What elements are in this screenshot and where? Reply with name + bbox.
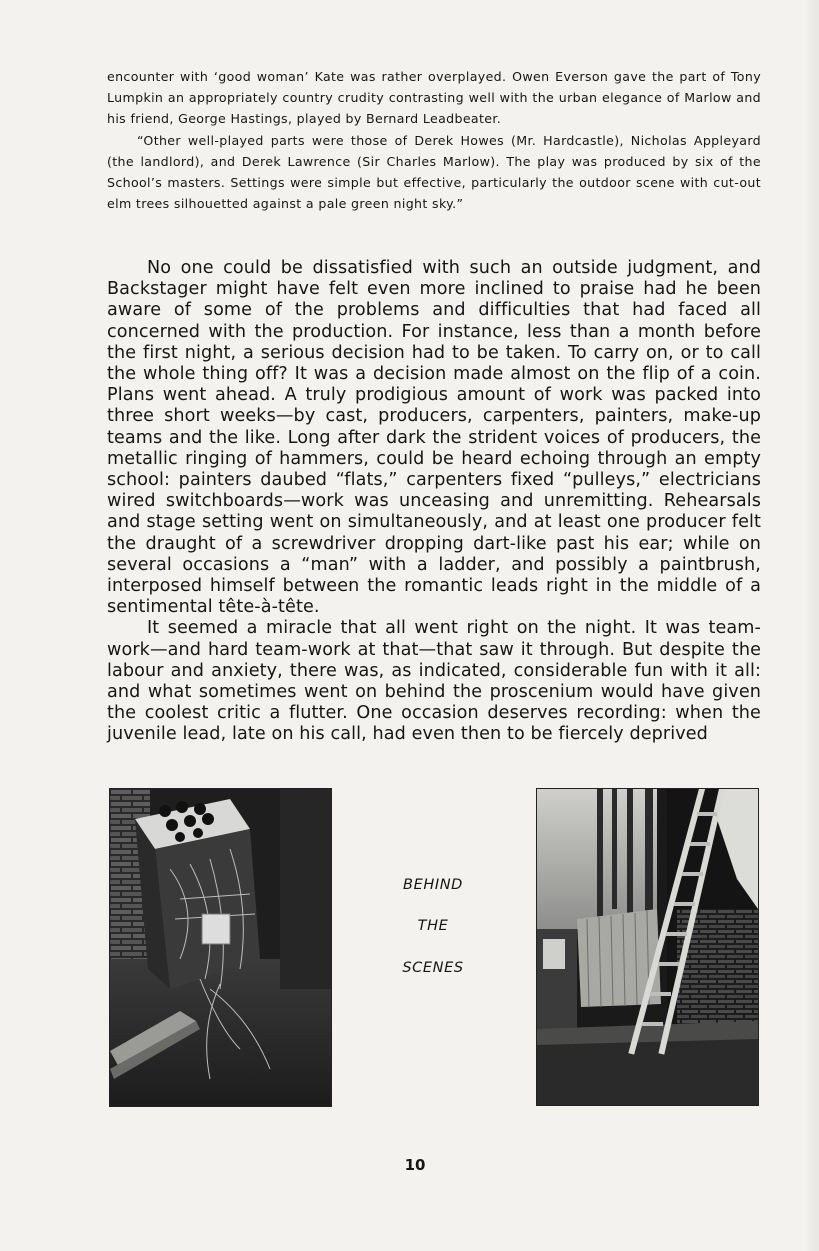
stage-ladder-photo <box>536 788 759 1106</box>
switchboard-photo <box>109 788 332 1107</box>
body-paragraph-1: No one could be dissatisfied with such an outside judgment, and Backstager might have felt even more inclined to praise had he been aware of some of the problems and difficulties that had faced all concerned with the production. For instance, less than a month before the first night, a serious decision had to be taken. To carry on, or to call the whole thing off? It was a decision made almost on the flip of a coin. Plans went ahead. A truly prodigious amount of work was packed into three short weeks—by cast, producers, carpenters, painters, make-up teams and the like. Long after dark the strident voices of producers, the metallic ringing of hammers, could be heard echoing through an empty school: painters daubed “flats,” carpenters fixed “pulleys,” electricians wired switchboards—work was unceasing and unremitting. Rehearsals and stage setting went on simultaneously, and at least one producer felt the draught of a screwdriver dropping dart-like past his ear; while on several occasions a “man” with a ladder, and possibly a paintbrush, interposed himself between the romantic leads right in the middle of a sentimental tête-à-tête. <box>107 258 761 618</box>
body-paragraph-2: It seemed a miracle that all went right on the night. It was team-work—and hard team-work at that—that saw it through. But despite the labour and anxiety, there was, as indicated, considerable fun with it all: and what sometimes went on behind the proscenium would have given the coolest critic a flutter. One occasion deserves recording: when the juvenile lead, late on his call, had even then to be fiercely deprived <box>107 618 761 745</box>
quote-paragraph-2: “Other well-played parts were those of Derek Howes (Mr. Hardcastle), Nicholas Appleyard (the landlord), and Derek Lawrence (Sir Charles Marlow). The play was produced by six of the School’s masters. Settings were simple but effective, particularly the outdoor scene with cut-out elm trees silhouetted against a pale green night sky.” <box>107 132 761 212</box>
page-number: 10 <box>404 1156 426 1174</box>
review-quote <box>107 66 761 214</box>
article-body <box>107 258 761 746</box>
page-edge-shadow <box>805 0 819 1251</box>
caption-line-2: THE <box>417 918 449 934</box>
caption-line-1: BEHIND <box>403 877 463 893</box>
caption-line-3: SCENES <box>402 960 464 976</box>
quote-paragraph-1: encounter with ‘good woman’ Kate was rather overplayed. Owen Everson gave the part of Tony Lumpkin an appropriately country crudity contrasting well with the urban elegance of Marlow and his friend, George Hastings, played by Bernard Leadbeater. <box>107 69 761 127</box>
